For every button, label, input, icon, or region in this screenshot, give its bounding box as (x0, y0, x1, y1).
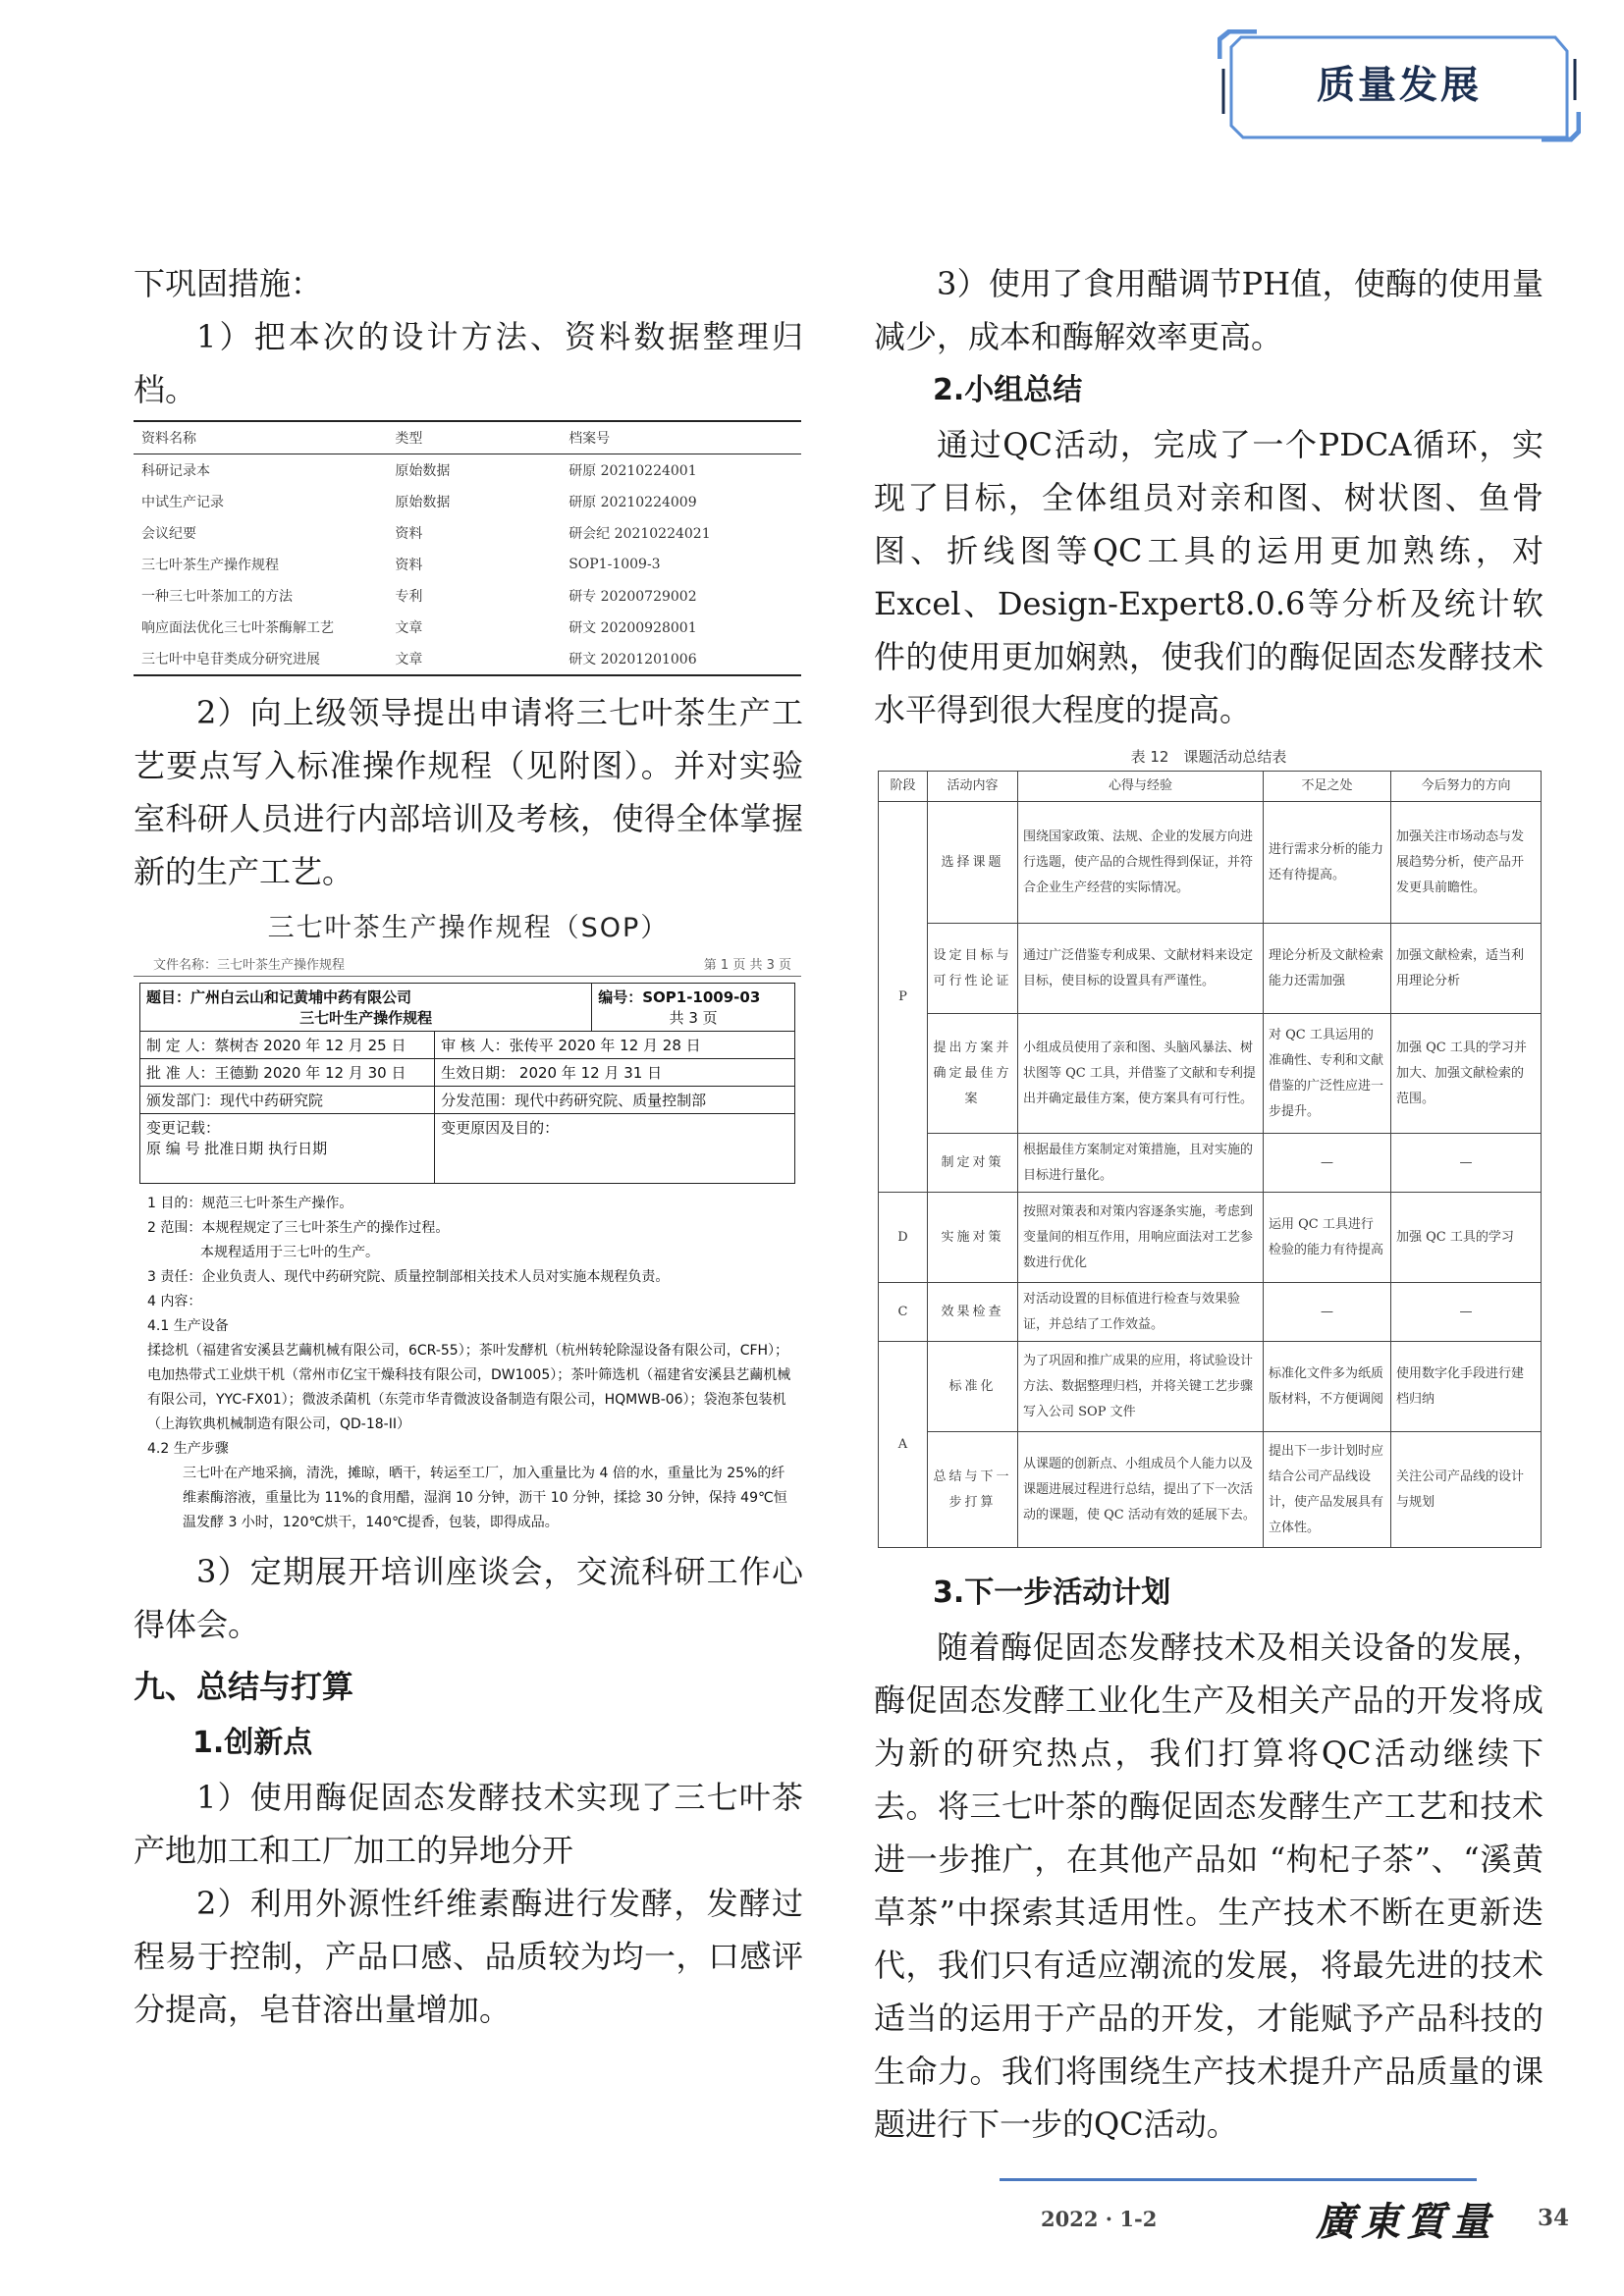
table-header: 资料名称 (141, 431, 196, 447)
table-cell: 关注公司产品线的设计与规划 (1391, 1432, 1542, 1548)
paragraph-vinegar: 3）使用了食用醋调节PH值，使酶的使用量减少，成本和酶解效率更高。 (874, 265, 1543, 355)
table-row (879, 1193, 1542, 1283)
table-cell: 选择课题 (928, 802, 1018, 924)
table-cell: 总结与下一步打算 (928, 1432, 1018, 1548)
table-cell: 原始数据 (395, 495, 451, 510)
sop-title-line1: 题目：广州白云山和记黄埔中药有限公司 (146, 988, 412, 1006)
subheading-group-summary: 2.小组总结 (933, 373, 1083, 407)
table-row (879, 1342, 1542, 1432)
table-cell: 科研记录本 (141, 463, 210, 479)
table-cell: 从课题的创新点、小组成员个人能力以及课题进展过程进行总结，提出了下一次活动的课题，使 QC 活动有效的延展下去。 (1018, 1432, 1264, 1548)
sop-line: 三七叶在产地采摘，清洗，摊晾，晒干，转运至工厂，加入重量比为 4 倍的水，重量比为 25%的纤维素酶溶液，重量比为 11%的食用醋，湿润 10 分钟，沥干 10 分钟，揉捻 30 分钟，保持 49℃恒温发酵 3 小时，120℃烘干，140℃提香，包装，即得成品。 (183, 1466, 787, 1530)
section-badge (1218, 29, 1581, 143)
left-column (134, 257, 803, 2036)
sop-line: 1 目的：规范三七叶茶生产操作。 (147, 1196, 353, 1211)
paragraph-sop-request: 2）向上级领导提出申请将三七叶茶生产工艺要点写入标准操作规程（见附图）。并对实验室科研人员进行内部培训及考核，使得全体掌握新的生产工艺。 (134, 694, 803, 890)
table-cell: 通过广泛借鉴专利成果、文献材料来设定目标，使目标的设置具有严谨性。 (1018, 924, 1264, 1014)
sop-info-box (139, 983, 795, 1184)
table-cell: SOP1-1009-3 (568, 557, 661, 572)
paragraph-innovation-2: 2）利用外源性纤维素酶进行发酵，发酵过程易于控制，产品口感、品质较为均一，口感评分提高，皂苷溶出量增加。 (134, 1885, 803, 2028)
table-cell: 小组成员使用了亲和图、头脑风暴法、树状图等 QC 工具，并借鉴了文献和专利提出并确定最佳方案，使方案具有可行性。 (1018, 1014, 1264, 1134)
paragraph-intro: 下巩固措施： (134, 265, 323, 302)
table-cell: 根据最佳方案制定对策措施，且对实施的目标进行量化。 (1018, 1134, 1264, 1193)
table-cell: 资料 (395, 526, 423, 542)
table-cell: — (1264, 1283, 1391, 1342)
table-row (134, 612, 801, 643)
sop-figure (134, 952, 801, 1535)
paragraph-archive: 1）把本次的设计方法、资料数据整理归档。 (134, 318, 803, 408)
section-label: 质量发展 (1316, 64, 1482, 108)
table-cell: 加强文献检索，适当利用理论分析 (1391, 924, 1542, 1014)
table-cell: 围绕国家政策、法规、企业的发展方向进行选题，使产品的合规性得到保证，并符合企业生产经营的实际情况。 (1018, 802, 1264, 924)
section-heading-summary: 九、总结与打算 (134, 1668, 354, 1705)
table-header-row (134, 421, 801, 454)
table-row (134, 517, 801, 549)
table-cell: 对 QC 工具运用的准确性、专利和文献借鉴的广泛性应进一步提升。 (1264, 1014, 1391, 1134)
table-cell: 实施对策 (928, 1193, 1018, 1283)
sop-distribution: 分发范围：现代中药研究院、质量控制部 (435, 1087, 795, 1114)
sop-approver: 批 准 人：王德勤 2020 年 12 月 30 日 (140, 1059, 435, 1087)
summary-table-caption: 表 12 课题活动总结表 (1130, 748, 1287, 766)
sop-file-pages: 第 1 页 共 3 页 (703, 958, 791, 973)
table-row (134, 549, 801, 580)
table-cell: 加强 QC 工具的学习 (1391, 1193, 1542, 1283)
table-cell: 三七叶中皂苷类成分研究进展 (141, 652, 320, 667)
table-cell: 提出下一步计划时应结合公司产品线设计，使产品发展具有立体性。 (1264, 1432, 1391, 1548)
table-header: 活动内容 (928, 772, 1018, 802)
table-cell: 进行需求分析的能力还有待提高。 (1264, 802, 1391, 924)
sop-file-name: 文件名称：三七叶茶生产操作规程 (153, 958, 346, 973)
sop-code: 编号：SOP1-1009-03 (598, 988, 761, 1006)
sop-line: 揉捻机（福建省安溪县艺繭机械有限公司，6CR-55）；茶叶发酵机（杭州转轮除湿设备有限公司，CFH）；电加热带式工业烘干机（常州市亿宝干燥科技有限公司，DW1005）；茶叶筛选机（福建省安溪县艺繭机械有限公司，YYC-FX01）；微波杀菌机（东莞市华青微波设备制造有限公司，HQMWB-06）；袋泡茶包装机（上海钦典机械制造有限公司，QD-18-II） (147, 1343, 791, 1432)
subheading-next-plan: 3.下一步活动计划 (933, 1575, 1171, 1610)
table-cell: 运用 QC 工具进行检验的能力有待提高 (1264, 1193, 1391, 1283)
table-cell: 研专 20200729002 (568, 589, 697, 605)
sop-title-line2: 三七叶生产操作规程 (299, 1009, 433, 1027)
sop-reviewer: 审 核 人：张传平 2020 年 12 月 28 日 (435, 1032, 795, 1059)
table-cell: 会议纪要 (141, 526, 196, 542)
sop-total-pages: 共 3 页 (669, 1009, 718, 1027)
table-cell: 响应面法优化三七叶茶酶解工艺 (141, 620, 334, 636)
magazine-name: 廣東質量 (1316, 2199, 1496, 2245)
table-cell: 理论分析及文献检索能力还需加强 (1264, 924, 1391, 1014)
table-cell: 中试生产记录 (141, 495, 224, 510)
sop-change-columns: 原 编 号 批准日期 执行日期 (146, 1140, 328, 1157)
table-cell: 研原 20210224001 (568, 463, 697, 479)
phase-cell: P (879, 802, 928, 1193)
table-row (879, 802, 1542, 924)
sop-issuer: 颁发部门：现代中药研究院 (140, 1087, 435, 1114)
table-row (879, 1134, 1542, 1193)
phase-cell: C (879, 1283, 928, 1342)
table-row (879, 1014, 1542, 1134)
table-row (134, 486, 801, 517)
table-cell: 提出方案并确定最佳方案 (928, 1014, 1018, 1134)
table-cell: 使用数字化手段进行建档归纳 (1391, 1342, 1542, 1432)
table-row (879, 1283, 1542, 1342)
table-cell: 标准化文件多为纸质版材料，不方便调阅 (1264, 1342, 1391, 1432)
table-header: 阶段 (879, 772, 928, 802)
sop-change-record: 变更记载： (146, 1119, 221, 1137)
sop-caption: 三七叶茶生产操作规程（SOP） (267, 913, 670, 943)
table-cell: 研文 20201201006 (568, 652, 697, 667)
table-row (879, 1432, 1542, 1548)
table-cell: 标准化 (928, 1342, 1018, 1432)
paragraph-innovation-1: 1）使用酶促固态发酵技术实现了三七叶茶产地加工和工厂加工的异地分开 (134, 1779, 803, 1869)
table-row (134, 643, 801, 675)
table-cell: 三七叶茶生产操作规程 (141, 558, 279, 573)
sop-change-reason: 变更原因及目的： (435, 1114, 795, 1184)
sop-file-header (134, 952, 801, 977)
sop-line: 本规程适用于三七叶的生产。 (200, 1245, 379, 1260)
subheading-innovation: 1.创新点 (192, 1726, 313, 1760)
archive-table (134, 420, 801, 676)
table-row (134, 580, 801, 612)
page-number: 34 (1538, 2205, 1570, 2231)
phase-cell: A (879, 1342, 928, 1548)
table-cell: 按照对策表和对策内容逐条实施，考虑到变量间的相互作用，用响应面法对工艺参数进行优化 (1018, 1193, 1264, 1283)
sop-body (134, 1184, 801, 1535)
table-cell: 研会纪 20210224021 (568, 526, 711, 542)
table-cell: 对活动设置的目标值进行检查与效果验证，并总结了工作效益。 (1018, 1283, 1264, 1342)
table-header: 心得与经验 (1018, 772, 1264, 802)
table-cell: 研原 20210224009 (568, 495, 697, 510)
table-row (879, 924, 1542, 1014)
sop-drafter: 制 定 人：蔡树杏 2020 年 12 月 25 日 (140, 1032, 435, 1059)
table-cell: — (1264, 1134, 1391, 1193)
table-cell: 为了巩固和推广成果的应用，将试验设计方法、数据整理归档，并将关键工艺步骤写入公司 SOP 文件 (1018, 1342, 1264, 1432)
table-cell: 一种三七叶茶加工的方法 (141, 589, 293, 605)
sop-line: 4.2 生产步骤 (147, 1441, 229, 1457)
paragraph-training: 3）定期展开培训座谈会，交流科研工作心得体会。 (134, 1553, 803, 1643)
table-cell: 文章 (395, 652, 423, 667)
issue-date: 2022 · 1-2 (1041, 2207, 1158, 2231)
table-cell: 原始数据 (395, 463, 451, 479)
table-row (134, 454, 801, 487)
table-header-row (879, 772, 1542, 802)
sop-effective-date: 生效日期： 2020 年 12 月 31 日 (435, 1059, 795, 1087)
table-header: 不足之处 (1264, 772, 1391, 802)
table-header: 今后努力的方向 (1391, 772, 1542, 802)
table-cell: 专利 (395, 589, 423, 605)
sop-line: 4.1 生产设备 (147, 1318, 229, 1334)
table-cell: 资料 (395, 558, 423, 573)
table-cell: 加强 QC 工具的学习并加大、加强文献检索的范围。 (1391, 1014, 1542, 1134)
sop-line: 3 责任：企业负责人、现代中药研究院、质量控制部相关技术人员对实施本规程负责。 (147, 1269, 670, 1285)
table-cell: 效果检查 (928, 1283, 1018, 1342)
table-cell: 制定对策 (928, 1134, 1018, 1193)
paragraph-group-summary: 通过QC活动，完成了一个PDCA循环，实现了目标，全体组员对亲和图、树状图、鱼骨图、折线图等QC工具的运用更加熟练，对Excel、Design-Expert8.0.6等分析及统计软件的使用更加娴熟，使我们的酶促固态发酵技术水平得到很大程度的提高。 (874, 426, 1543, 728)
paragraph-next-plan: 随着酶促固态发酵技术及相关设备的发展，酶促固态发酵工业化生产及相关产品的开发将成为新的研究热点，我们打算将QC活动继续下去。将三七叶茶的酶促固态发酵生产工艺和技术进一步推广，在其他产品如 “枸杞子茶”、“溪黄草茶”中探索其适用性。生产技术不断在更新迭代，我们只有适应潮流的发展，将最先进的技术适当的运用于产品的开发，才能赋予产品科技的生命力。我们将围绕生产技术提升产品质量的课题进行下一步的QC活动。 (874, 1629, 1543, 2143)
footer-rule (1000, 2178, 1477, 2181)
phase-cell: D (879, 1193, 928, 1283)
table-cell: 文章 (395, 620, 423, 636)
summary-table (878, 771, 1542, 1548)
table-cell: — (1391, 1283, 1542, 1342)
sop-line: 2 范围：本规程规定了三七叶茶生产的操作过程。 (147, 1220, 450, 1236)
table-header: 档案号 (568, 431, 611, 447)
table-cell: 研文 20200928001 (568, 620, 697, 636)
table-cell: — (1391, 1134, 1542, 1193)
right-column (874, 257, 1543, 2151)
table-cell: 加强关注市场动态与发展趋势分析，使产品开发更具前瞻性。 (1391, 802, 1542, 924)
table-cell: 设定目标与可行性论证 (928, 924, 1018, 1014)
sop-line: 4 内容： (147, 1294, 202, 1309)
table-header: 类型 (395, 431, 423, 447)
